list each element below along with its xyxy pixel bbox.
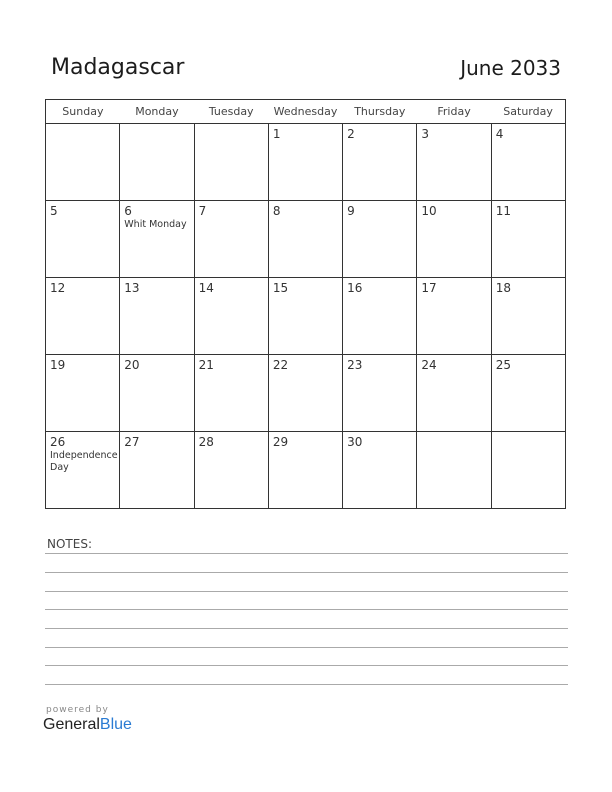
day-cell[interactable] (491, 355, 565, 432)
day-cell[interactable] (491, 432, 565, 509)
day-number: 18 (495, 281, 511, 295)
day-cell[interactable] (194, 432, 268, 509)
week-row (46, 124, 566, 201)
brand-general: General (43, 716, 100, 733)
day-cell[interactable] (46, 432, 120, 509)
day-number: 11 (495, 204, 511, 218)
day-cell[interactable] (417, 278, 491, 355)
day-cell[interactable] (343, 278, 417, 355)
day-number: 24 (421, 358, 437, 372)
day-cell[interactable] (46, 278, 120, 355)
note-line (45, 665, 568, 666)
day-cell[interactable] (268, 278, 342, 355)
day-number: 5 (50, 204, 58, 218)
day-cell[interactable] (194, 355, 268, 432)
note-line (45, 591, 568, 592)
day-cell[interactable] (46, 355, 120, 432)
note-line (45, 628, 568, 629)
note-line (45, 684, 568, 685)
day-number: 6 (124, 204, 132, 218)
week-row (46, 201, 566, 278)
day-number: 14 (198, 281, 214, 295)
day-number: 15 (272, 281, 289, 295)
day-cell[interactable] (268, 432, 342, 509)
brand-blue: Blue (99, 716, 132, 733)
weekday-sunday: Sunday (46, 100, 120, 124)
day-number: 2 (347, 127, 355, 141)
note-line (45, 609, 568, 610)
day-number: 10 (421, 204, 437, 218)
day-number: 16 (347, 281, 363, 295)
day-cell[interactable] (268, 124, 342, 201)
day-cell[interactable] (417, 124, 491, 201)
powered-by-text: powered by (46, 705, 109, 715)
day-number: 29 (272, 435, 289, 449)
day-number: 21 (198, 358, 214, 372)
day-cell[interactable] (417, 355, 491, 432)
calendar-grid (45, 99, 566, 509)
day-number: 13 (124, 281, 140, 295)
day-cell[interactable] (194, 124, 268, 201)
day-cell[interactable] (417, 432, 491, 509)
day-cell[interactable] (120, 278, 194, 355)
note-line (45, 553, 568, 554)
generalblue-logo[interactable] (43, 716, 132, 734)
day-number: 28 (198, 435, 214, 449)
day-number: 8 (272, 204, 281, 218)
notes-label: NOTES: (47, 537, 92, 551)
day-cell[interactable] (417, 201, 491, 278)
month-year-title: June 2033 (460, 56, 561, 80)
day-cell[interactable] (268, 201, 342, 278)
day-cell[interactable] (268, 355, 342, 432)
day-cell[interactable] (120, 124, 194, 201)
weekday-friday: Friday (417, 100, 491, 124)
day-cell[interactable] (343, 124, 417, 201)
day-cell[interactable] (120, 201, 194, 278)
note-line (45, 572, 568, 573)
country-title: Madagascar (51, 55, 185, 80)
day-number: 30 (347, 435, 363, 449)
day-cell[interactable] (343, 355, 417, 432)
week-row (46, 432, 566, 509)
day-cell[interactable] (194, 201, 268, 278)
day-cell[interactable] (491, 124, 565, 201)
day-cell[interactable] (120, 355, 194, 432)
day-number: 1 (272, 127, 281, 141)
day-cell[interactable] (343, 432, 417, 509)
day-number: 4 (495, 127, 504, 141)
weekday-header-row (46, 100, 566, 124)
day-number: 19 (50, 358, 66, 372)
day-cell[interactable] (491, 201, 565, 278)
weekday-saturday: Saturday (491, 100, 565, 124)
day-cell[interactable] (194, 278, 268, 355)
weekday-thursday: Thursday (343, 100, 417, 124)
day-cell[interactable] (46, 124, 120, 201)
holiday-label: Independence Day (50, 450, 118, 473)
day-number: 12 (50, 281, 66, 295)
holiday-label: Whit Monday (124, 219, 187, 230)
day-number: 3 (421, 127, 430, 141)
day-cell[interactable] (491, 278, 565, 355)
weekday-wednesday: Wednesday (268, 100, 342, 124)
day-number: 25 (495, 358, 511, 372)
week-row (46, 278, 566, 355)
day-number: 26 (50, 435, 66, 449)
day-number: 17 (421, 281, 437, 295)
day-number: 9 (347, 204, 355, 218)
weekday-monday: Monday (120, 100, 194, 124)
day-number: 22 (272, 358, 289, 372)
week-row (46, 355, 566, 432)
day-cell[interactable] (46, 201, 120, 278)
weekday-tuesday: Tuesday (194, 100, 268, 124)
note-line (45, 647, 568, 648)
day-cell[interactable] (120, 432, 194, 509)
day-number: 20 (124, 358, 140, 372)
day-cell[interactable] (343, 201, 417, 278)
day-number: 27 (124, 435, 140, 449)
day-number: 7 (198, 204, 207, 218)
day-number: 23 (347, 358, 363, 372)
